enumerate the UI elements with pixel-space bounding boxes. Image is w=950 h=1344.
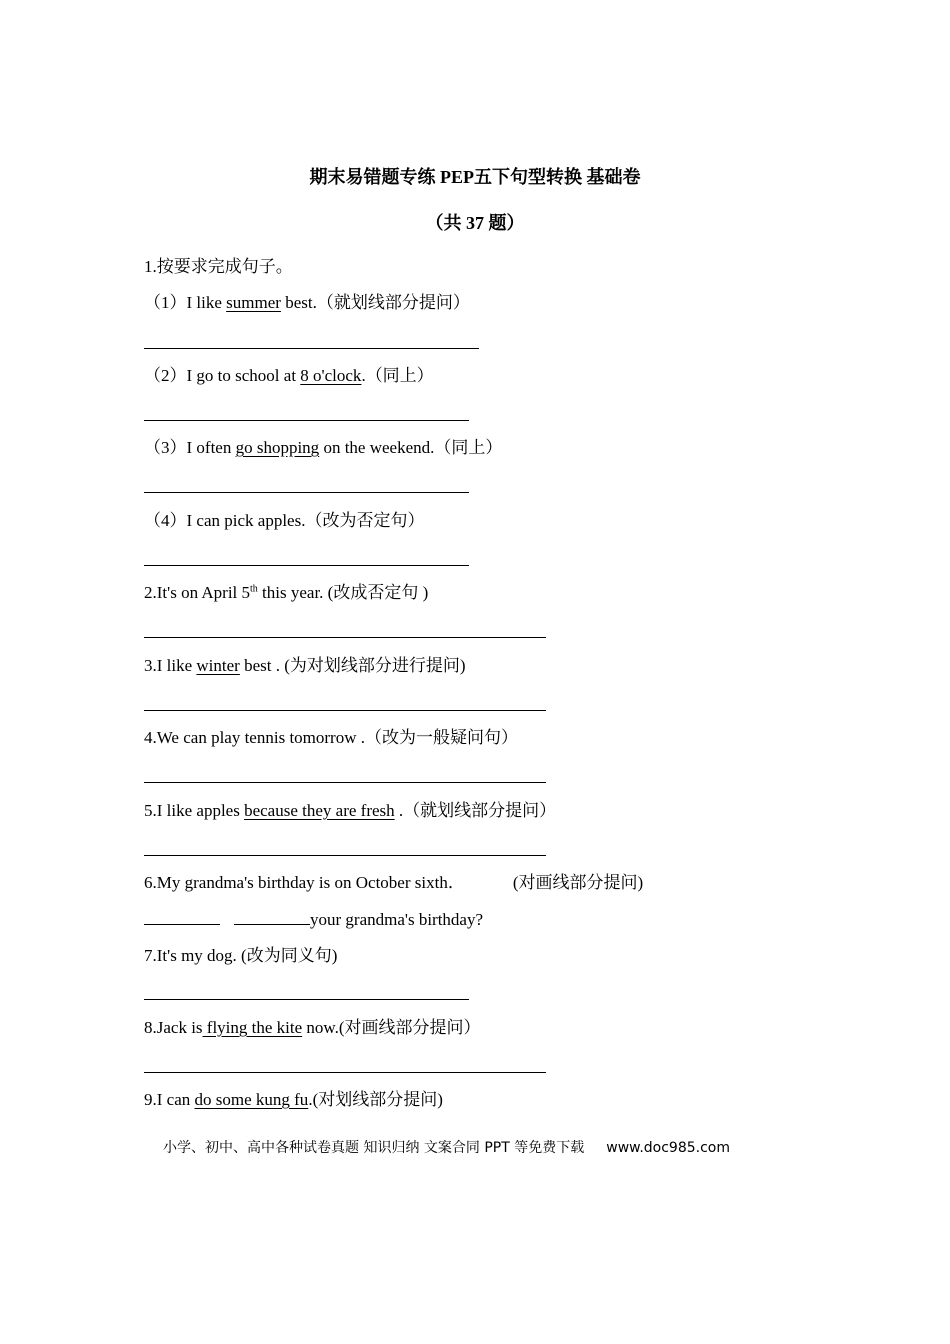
answer-blank-6a[interactable] [144,923,220,925]
answer-blank-7[interactable] [144,999,469,1000]
question-1-3 [144,437,502,459]
question-instruction: best.（就划线部分提问） [280,293,470,312]
question-instruction: best . (为对划线部分进行提问) [239,656,466,675]
answer-blank-1-4[interactable] [144,565,469,566]
footer-text: 小学、初中、高中各种试卷真题 知识归纳 文案合同 PPT 等免费下载 [163,1140,585,1156]
answer-blank-2[interactable] [144,637,546,638]
question-instruction: on the weekend.（同上） [319,438,503,457]
document-title: 期末易错题专练 PEP五下句型转换 基础卷 [309,167,641,187]
question-instruction: now.(对画线部分提问） [302,1018,481,1037]
underlined-phrase: flying the kite [202,1018,303,1037]
footer-url[interactable]: www.doc985.com [606,1140,730,1156]
question-text: （1）I like [144,293,227,312]
question-1-1 [144,292,470,314]
question-3 [144,655,466,677]
question-text: 8.Jack is [144,1018,203,1037]
question-6-answer-line [144,909,483,931]
underlined-phrase: summer [226,293,281,312]
superscript: th [250,583,258,595]
question-1-2 [144,365,434,387]
answer-blank-8[interactable] [144,1072,546,1073]
question-6 [144,872,643,894]
underlined-phrase: because they are fresh [244,801,395,820]
underlined-phrase: do some kung fu [194,1090,309,1109]
question-8 [144,1017,481,1039]
question-text: （3）I often [144,438,236,457]
question-text: 5.I like apples [144,801,245,820]
answer-blank-1-1[interactable] [144,348,479,349]
question-text: 6.My grandma's birthday is on October sixth． [144,873,465,892]
question-9 [144,1089,443,1111]
question-text: 9.I can [144,1090,195,1109]
question-instruction: this year. (改成否定句 ) [257,583,429,602]
answer-blank-1-3[interactable] [144,492,469,493]
answer-blank-3[interactable] [144,710,546,711]
question-1-header: 1.按要求完成句子。 [144,257,293,276]
underlined-phrase: 8 o'clock [300,366,362,385]
underlined-phrase: go shopping [235,438,320,457]
question-text: （2）I go to school at [144,366,301,385]
answer-blank-1-2[interactable] [144,420,469,421]
question-text: 2.It's on April 5 [144,583,251,602]
answer-blank-5[interactable] [144,855,546,856]
question-5 [144,800,556,822]
underlined-phrase: winter [196,656,240,675]
question-7: 7.It's my dog. (改为同义句) [144,946,338,965]
question-1-4: （4）I can pick apples.（改为否定句） [144,511,425,530]
answer-suffix: your grandma's birthday? [310,910,484,929]
question-text: 3.I like [144,656,197,675]
answer-blank-4[interactable] [144,782,546,783]
question-4: 4.We can play tennis tomorrow .（改为一般疑问句） [144,728,518,747]
question-instruction: .（同上） [361,366,434,385]
question-instruction: (对画线部分提问) [512,873,644,892]
question-instruction: .（就划线部分提问） [394,801,557,820]
question-instruction: .(对划线部分提问) [308,1090,443,1109]
document-subtitle: （共 37 题） [425,213,525,233]
answer-blank-6b[interactable] [234,923,310,925]
page-footer [163,1137,730,1157]
question-2 [144,582,428,604]
